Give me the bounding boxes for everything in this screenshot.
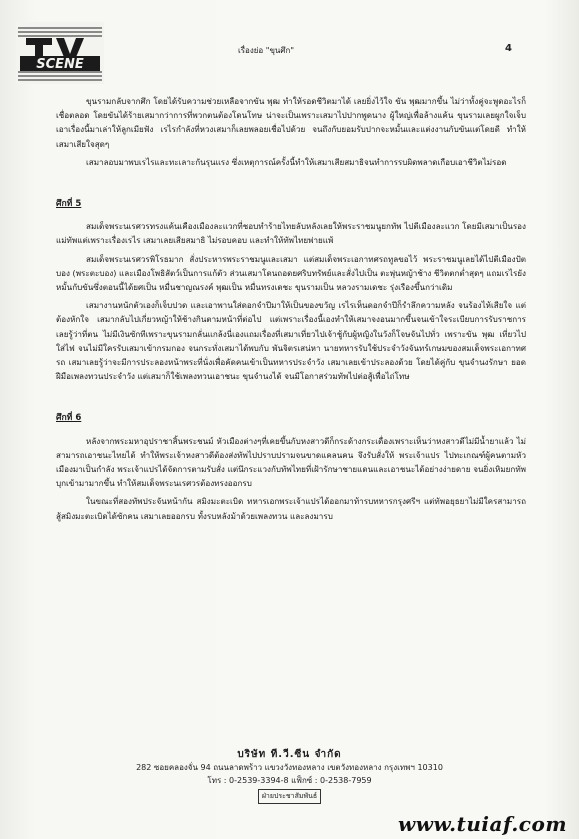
department-stamp: ฝ่ายประชาสัมพันธ์ xyxy=(258,789,321,804)
company-contact: โทร : 0-2539-3394-8 แฟ็กซ์ : 0-2538-7959 xyxy=(207,776,372,785)
paragraph: ขุนรามกลับจากศึก โดยได้รับความช่วยเหลือจากขัน พุฒ ทำให้รอดชีวิตมาได้ เลยยิ่งไว้ใจ ขัน พุฒมากขึ้น ไม่ว่าทั้งคู่จะพูดอะไรก็เชื่อตลอด โดยขันได้ร้ายเสมากว่าการที่พวกตนต้องโดนโทษ น่าจะเป็นเพราะเสมาไปปากพูดนาง ผู้ใหญ่เพื่อล้างแค้น ขุนรามเลยผูกใจเจ็บ เอาเรื่องนี้มาเล่าให้ลูกเมียฟัง เรไรกำลังที่หวงเสมาก็เลยพลอยเชื่อไปด้วย จนถึงกับยอมรับปากจะหมั้นและแต่งงานกับขันแต่โดยดี ทำให้เสมาเสียใจสุดๆ xyxy=(56,96,526,149)
paragraph: ในขณะที่สองทัพประจันหน้ากัน สมิงมะตะเบิด ทหารเอกพระเจ้าแปรได้ออกมาท้ารบทหารกรุงศรีฯ แต่ทัพอยุธยาไม่มีใครสามารถสู้สมิงมะตะเบิดได้ซักคน เสมาเลยออกรบ ทั้งรบหลังม้าด้วยเพลงทวน และลงมารบ xyxy=(56,496,526,521)
document-header-title: เรื่องย่อ "ขุนศึก" xyxy=(238,46,294,55)
svg-text:SCENE: SCENE xyxy=(36,57,84,72)
paragraph: สมเด็จพระนเรศวรพิโรธมาก สั่งประหารพระราชมนูและเสมา แต่สมเด็จพระเอกาทศรถทูลขอไว้ พระราชมนูเลยได้ไปตีเมืองปัตบอง (พระตะบอง) และเมืองโพธิสัตว์เป็นการแก้ตัว ส่วนเสมาโดนถอดยศริบทรัพย์และสั่งไปเป็น ตะพุ่นหญ้าช้าง ชีวิตตกต่ำสุดๆ แถมเรไรยังหมั้นกับขันซึ่งตอนนี้ได้ยศเป็น หมื่นชาญณรงค์ พุฒเป็น หมื่นทรงเดชะ ขุนรามเป็น หลวงรามเดชะ รุ่งเรืองขึ้นกว่าเดิม xyxy=(56,253,526,293)
document-footer xyxy=(0,748,579,804)
company-name: บริษัท ที.วี.ซีน จำกัด xyxy=(237,749,342,760)
tv-scene-logo xyxy=(16,22,104,84)
site-watermark: www.tuiaf.com xyxy=(398,812,567,836)
document-body xyxy=(56,94,526,527)
section-heading: ศึกที่ 5 xyxy=(56,199,82,210)
company-address: 282 ซอยคลองจั่น 94 ถนนลาดพร้าว แขวงวังทองหลาง เขตวังทองหลาง กรุงเทพฯ 10310 xyxy=(136,763,443,772)
section-heading: ศึกที่ 6 xyxy=(56,413,82,424)
paragraph: เสมาลอบมาพบเรไรและทะเลาะกันรุนแรง ซึ่งเหตุการณ์ครั้งนี้ทำให้เสมาเสียสมาธิจนทำการรบผิดพลาดเกือบเอาชีวิตไม่รอด xyxy=(86,156,507,167)
paragraph: สมเด็จพระนเรศวรทรงแค้นเคืองเมืองละแวกที่ชอบทำร้ายไทยลับหลังเลยให้พระราชมนูยกทัพ ไปตีเมืองละแวก โดยมีเสมาเป็นรองแม่ทัพแต่เพราะเรื่องเรไร เสมาเลยเสียสมาธิ ไม่รอบคอบ และทำให้ทัพไทยพ่ายแพ้ xyxy=(56,221,526,246)
page-number: 4 xyxy=(505,43,512,54)
paragraph: เสมางานหนักตัวเองก็เจ็บปวด และเอาพานใส่ดอกจำปีมาให้เป็นของขวัญ เรไรเห็นดอกจำปีก็รำลึกความหลัง จนร้องไห้เสียใจ แต่ต้องหักใจ เสมากลับไปเกี่ยวหญ้าให้ช้างกินตามหน้าที่ต่อไป แต่เพราะเรื่องนี้เองทำให้เสมาจงอนมากขึ้นจนเข้าใจระเบียบการรับราชการ เลยรู้ว่าที่ตน ไม่มีเงินซักทีเพราะขุนรามกลั่นแกล้งนี่เองแถมเรื่องที่เสมาเที่ยวไปเจ้าชู้กับผู้หญิงในวังก็โจษจันไปทั่ว เพราะขัน พุฒ เที่ยวไปใส่ไฟ จนไม่มีใครรับเสมาเข้ากรมกอง จนกระทั่งเสมาได้พบกับ พันจิตรเสน่หา นายทหารรับใช้ประจำวังจันทร์เกษมของสมเด็จพระเอกาทศรถ เสมาเลยรู้ว่าจะมีการประลองหน้าพระที่นั่งเพื่อคัดคนเข้าเป็นทหารประจำวัง เสมาเลยเข้าประลองด้วย โดยได้คู่กับ ขุนจำนงรักษา ยอดฝีมือเพลงทวนประจำวัง แต่เสมาก็ใช้เพลงทวนเอาชนะ ขุนจำนงได้ จนมีโอกาสร่วมทัพไปต่อสู้เพื่อไถ่โทษ xyxy=(56,300,526,382)
logo-graphic xyxy=(16,22,104,84)
paragraph: หลังจากพระมหาอุปราชาสิ้นพระชนม์ หัวเมืองต่างๆที่เคยขึ้นกับหงสาวดีก็กระด้างกระเดื่องเพราะเห็นว่าหงสาวดีไม่มีน้ำยาแล้ว ไม่สามารถเอาชนะไทยได้ ทำให้พระเจ้าหงสาวดีต้องส่งทัพไปปราบปรามจนขาดแคลนคน จึงรับสั่งให้ พระเจ้าแปร ไปทะเกณฑ์ผู้คนตามหัวเมืองมาเป็นกำลัง พระเจ้าแปรได้จัดการตามรับสั่ง แต่นึกระแวงกับทัพไทยที่เฝ้ารักษาชายแดนและเอาชนะได้อย่างง่ายดาย จนยิ่งเหิมยกทัพบุกเข้ามามากขึ้น ทำให้สมเด็จพระนเรศวรต้องทรงออกรบ xyxy=(56,435,526,489)
